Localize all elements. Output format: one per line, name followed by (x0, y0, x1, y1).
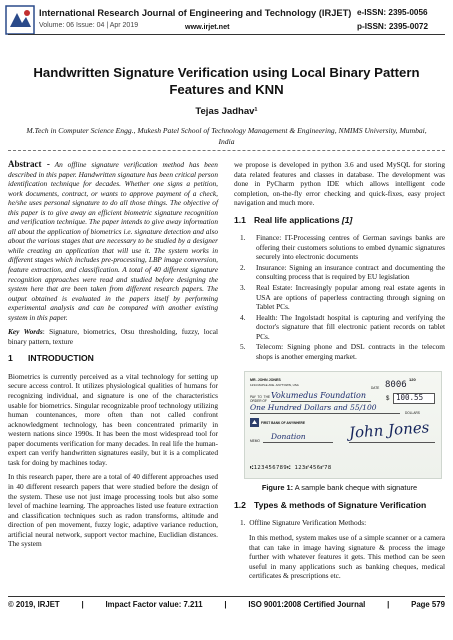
cheque-bank: FIRST BANK OF ANYWHERE (261, 421, 305, 426)
list-item: 1. Finance: IT-Processing centres of German savings banks are offering their customers solutions to embed dynamic signatures securely into electronic documents (240, 233, 445, 262)
right-column (234, 160, 445, 586)
section-1-2-heading: 1.2 Types & methods of Signature Verification (234, 499, 427, 510)
cheque-address: 1234 MAPLE AVE. ANYTOWN, USA (250, 383, 299, 388)
cheque-memo-label: MEMO (250, 439, 260, 444)
cheque-dollars-label: DOLLARS (405, 411, 420, 416)
cheque-date: 8006 (385, 380, 407, 391)
footer-sep: | (81, 600, 84, 609)
footer-sep: | (387, 600, 390, 609)
list-item: 3. Real Estate: Increasingly popular among real estate agents in USA are options of paperless contracting through signing on Tablet PCs. (240, 283, 445, 312)
list-item: 2. Insurance: Signing an insurance contract and documenting the consulting process that is required by EU legislation (240, 262, 445, 282)
figure-caption: Figure 1: A sample bank cheque with signature (261, 483, 418, 493)
applications-list (234, 233, 445, 361)
cheque-figure (244, 371, 442, 479)
keywords (8, 327, 218, 346)
footer-rule (8, 596, 445, 597)
intro-heading: 1 INTRODUCTION (8, 353, 94, 364)
irjet-logo (5, 5, 35, 35)
left-column (8, 160, 218, 554)
words-line (250, 413, 400, 414)
abstract (8, 160, 218, 322)
right-paragraph-1: we propose is developed in python 3.6 and used MySQL for storing data related features and classes in database. The development was done in PyCharm python IDE which allows intelligent code completion, on-the-fly error checking and quick-fixes, easy project navigation and much more. (234, 160, 445, 208)
cheque-memo: Donation (271, 432, 306, 442)
cheque-payto-label: PAY TO THE ORDER OF (250, 395, 270, 404)
list-item: 4. Health: The Ingolstadt hospital is capturing and verifying the doctor's signature that fill electronic patient records on tablet PCs. (240, 312, 445, 341)
list-item: 5. Telecom: Signing phone and DSL contracts in the telecom shops is another emerging market. (240, 342, 445, 361)
cheque-date-label: DATE (371, 386, 380, 391)
footer-copyright: © 2019, IRJET (8, 600, 60, 609)
intro-paragraph-2: In this research paper, there are a total of 40 different approaches used in 40 different research papers that were studied before the design of the system. These use not just image processing tools but also some level of machine learning. The approaches listed use feature extraction and classification techniques such as radon transforms, altitude and direction of pen movement, fuzzy logic, adaptive variance reduction, artificial neural network, support vector machine, Euclidian distances. The system (8, 472, 218, 549)
volume-issue: Volume: 06 Issue: 04 | Apr 2019 (39, 22, 139, 29)
footer-page: Page 579 (411, 600, 445, 609)
bank-logo-icon (250, 418, 259, 427)
e-issn: e-ISSN: 2395-0056 (357, 8, 428, 17)
cheque-payee: Vokumedus Foundation (271, 391, 366, 401)
cheque-micr: ⑆123456789⑆ 123⑈456⑈78 (250, 465, 332, 472)
cheque-dollar-sign: $ (386, 396, 390, 403)
payee-line (271, 401, 371, 402)
footer-iso: ISO 9001:2008 Certified Journal (248, 600, 366, 609)
cheque-amount: 100.55 (396, 393, 424, 403)
author-affiliation: M.Tech in Computer Science Engg., Mukesh Patel School of Technology Management & Engineering, NMIMS University, Mumbai, India (26, 126, 427, 146)
keywords-label: Key Words (8, 327, 43, 337)
signature-line (349, 442, 435, 443)
cheque-owner: MR. JOHN JONES (250, 378, 281, 383)
intro-paragraph-1: Biometrics is currently perceived as a vital technology for setting up secure access control. It utilizes physiological qualities of humans for recognizing individual, and signature is one of the characteristics usable for biometrics. Singular recognizable proof technology utilizing human countenances, more often than not called confront acknowledgment technology, has been concentrated primarily in western nations since 1990s. It has been the most widespread tool for paper documents verification for many decades. In real life the human-expert can verify handwritten signatures easily, but it is a complicated task for doing by machines today. (8, 371, 218, 467)
journal-url[interactable]: www.irjet.net (185, 22, 230, 31)
paper-author: Tejas Jadhav¹ (195, 106, 258, 117)
cheque-amount-words: One Hundred Dollars and 55/100 (250, 403, 377, 413)
header-rule (8, 34, 445, 35)
memo-line (263, 442, 333, 443)
p-issn: p-ISSN: 2395-0072 (357, 22, 428, 31)
footer (8, 600, 445, 609)
footer-sep: | (224, 600, 227, 609)
abstract-text: An offline signature verification method has been described in this paper. Handwritten signature has been critical person identification technique for decades. Whether one signs a petition, work documents, contract, or wants to approve payment of a check, he/she uses personal signature to do all those things. The objective of this paper is to give away an efficient biometric signature recognition and verification technique. The paper intends to give away information all about the application of biometrics i.e. signature detection and also about the various stages that are necessary to be studied by a designer while creating an application that will use it. The system works in different stages which includes pre-processing, LBP image conversion, feature extraction, and classification. A total of 40 different signature recognition approaches were read and studied before designing the system here that are been taken from different research papers. The output obtained is evaluated in the papers itself by performing experimental analysis and can be compared with another existing system in this paper. (8, 160, 218, 322)
offline-method-paragraph: In this method, system makes use of a simple scanner or a camera that can take in image having signature & process the image further with whatever features it gets. This method can be seen useful in many applications such as banking cheques, medical certificates & prescriptions etc. (249, 533, 445, 581)
keywords-text: : Signature, biometrics, Otsu thresholding, fuzzy, local binary pattern, texture (8, 327, 218, 346)
section-divider (8, 150, 445, 151)
paper-title: Handwritten Signature Verification using Local Binary Pattern Features and KNN (33, 65, 420, 97)
journal-name: International Research Journal of Engineering and Technology (IRJET) (39, 8, 352, 18)
abstract-label: Abstract - (8, 159, 50, 169)
handwritten-signature: John Jones (348, 418, 430, 443)
footer-impact: Impact Factor value: 7.211 (105, 600, 203, 609)
section-1-1-heading: 1.1 Real life applications [1] (234, 214, 353, 225)
subsection-heading: 1. Offline Signature Verification Methods: (240, 518, 367, 528)
cheque-number: 120 (409, 377, 416, 383)
